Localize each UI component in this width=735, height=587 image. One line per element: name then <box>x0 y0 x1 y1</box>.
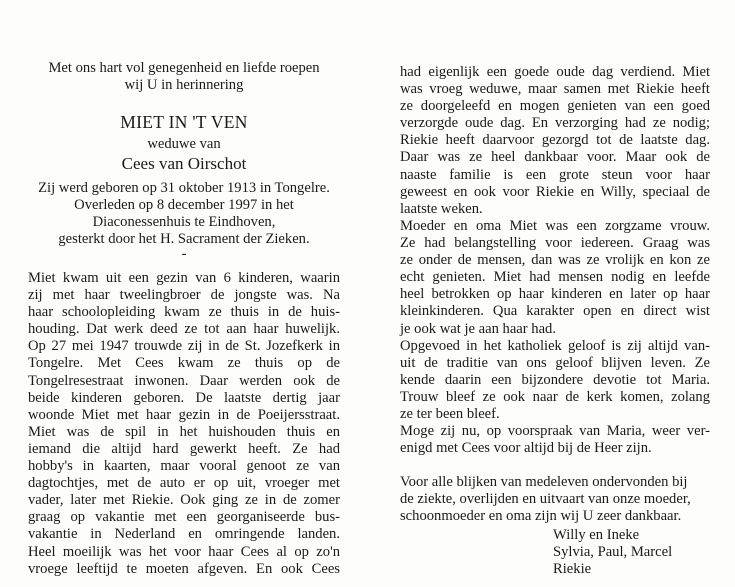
bio-line: graag op vakantie met een georganiseerde bus- <box>28 509 340 526</box>
text-line: kende daarin een bijzondere devotie tot Maria. <box>400 372 710 389</box>
thanks-line: de ziekte, overlijden en uitvaart van onze moeder, <box>400 491 691 508</box>
text-line: uit de traditie van ons geloof blijven leven. Ze <box>400 355 710 372</box>
text-line: geweest en ook voor Riekie en Willy, speciaal de <box>400 183 710 200</box>
signatory-line: Riekie <box>553 561 592 578</box>
spouse-name: Cees van Oirschot <box>121 154 247 173</box>
right-column-para3 <box>400 338 710 423</box>
deceased-name: MIET IN 'T VEN <box>120 112 248 132</box>
text-line: echt genieten. Miet had mensen nodig en leefde <box>400 269 710 286</box>
life-dates <box>28 180 340 248</box>
bio-line: Tongelre. Met Cees kwam ze thuis op de <box>28 355 340 372</box>
intro-text <box>28 60 340 94</box>
separator-dash: - <box>181 246 187 262</box>
text-line: naaste familie is een grote steun voor haar <box>400 166 710 183</box>
text-line: Moge zij nu, op voorspraak van Maria, weer ver- <box>400 423 710 439</box>
text-line: kleinkinderen. Qua karakter open en direct wist <box>400 303 710 320</box>
text-line: Opgevoed in het katholiek geloof is zij altijd van- <box>400 338 710 354</box>
widow-of-label: weduwe van <box>147 136 221 152</box>
right-column-para1 <box>400 64 710 218</box>
bio-line: beide kinderen geboren. De laatste dertig jaar <box>28 389 340 406</box>
text-line: had eigenlijk een goede oude dag verdiend. Miet <box>400 64 710 80</box>
text-line: ze onder de mensen, dan was ze vrolijk en kon ze <box>400 252 710 269</box>
text-line: je ook wat je aan haar had. <box>400 320 556 337</box>
thanks-line: Voor alle blijken van medeleven ondervonden bij <box>400 474 688 490</box>
right-column-para2 <box>400 218 710 338</box>
bio-line: iemand die altijd hard gewerkt heeft. Ze had <box>28 440 340 457</box>
bio-line: vroege leeftijd te moeten afgeven. En ook Cees <box>28 560 340 577</box>
text-line: enigd met Cees voor altijd bij de Heer zijn. <box>400 440 652 457</box>
bio-line: vakantie in Nederland en omringende landen. <box>28 526 340 543</box>
bio-line: Miet kwam uit een gezin van 6 kinderen, waarin <box>28 270 340 286</box>
text-line: verzorgde oude dag. En verzorging had ze nodig; <box>400 115 710 132</box>
bio-line: dagtochtjes, met de auto er op uit, vroeger met <box>28 475 340 492</box>
intro-line: wij U in herinnering <box>124 77 244 94</box>
bio-line: woonde Miet met haar gezin in de Poeijersstraat. <box>28 406 340 423</box>
date-line: gesterkt door het H. Sacrament der Zieken. <box>58 231 310 248</box>
text-line: ze ter been bleef. <box>400 406 500 423</box>
date-line: Zij werd geboren op 31 oktober 1913 in Tongelre. <box>38 180 330 196</box>
text-line: ze doorgeleefd en mogen genieten van een goed <box>400 98 710 115</box>
right-column-para4 <box>400 423 710 457</box>
bio-line: Tongelresestraat inwonen. Daar werden ook de <box>28 372 340 389</box>
bio-line: Miet was de spil in het huishouden thuis en <box>28 423 340 440</box>
intro-line: Met ons hart vol genegenheid en liefde roepen <box>48 60 320 76</box>
date-line: Diaconessenhuis te Eindhoven, <box>92 214 276 231</box>
bio-line: houding. Dat werk deed ze tot aan haar huwelijk. <box>28 321 340 338</box>
biography-text <box>28 270 340 578</box>
bio-line: haar schoolopleiding kwam ze thuis in de huis- <box>28 304 340 321</box>
thanks-line: schoonmoeder en oma zijn wij U zeer dankbaar. <box>400 508 682 525</box>
text-line: Moeder en oma Miet was een zorgzame vrouw. <box>400 218 710 234</box>
text-line: Riekie heeft daarvoor gezorgd tot de laatste dag. <box>400 132 710 149</box>
date-line: Overleden op 8 december 1997 in het <box>74 197 294 214</box>
signatories <box>553 527 672 578</box>
bio-line: Op 27 mei 1947 trouwde zij in de St. Jozefkerk in <box>28 338 340 355</box>
text-line: Daar was ze heel dankbaar voor. Maar ook de <box>400 149 710 166</box>
bio-line: vader, later met Riekie. Ook ging ze in de zomer <box>28 492 340 509</box>
signatory-line: Sylvia, Paul, Marcel <box>553 544 673 561</box>
left-column <box>28 60 340 94</box>
text-line: was vroeg weduwe, maar samen met Riekie heeft <box>400 81 710 98</box>
signatory-line: Willy en Ineke <box>553 527 640 543</box>
bio-line: zij met haar tweelingbroer de jongste was. Na <box>28 287 340 304</box>
thanks-text <box>400 474 710 525</box>
text-line: Ze had belangstelling voor iedereen. Graag was <box>400 235 710 252</box>
bio-line: Heel moeilijk was het voor haar Cees al op zo'n <box>28 543 340 560</box>
text-line: Trouw bleef ze ook naar de kerk komen, zolang <box>400 389 710 406</box>
text-line: laatste weken. <box>400 200 483 217</box>
bio-line: hobby's in kaarten, maar vooral genoot ze van <box>28 458 340 475</box>
text-line: heel betrokken op haar kinderen en later op haar <box>400 286 710 303</box>
